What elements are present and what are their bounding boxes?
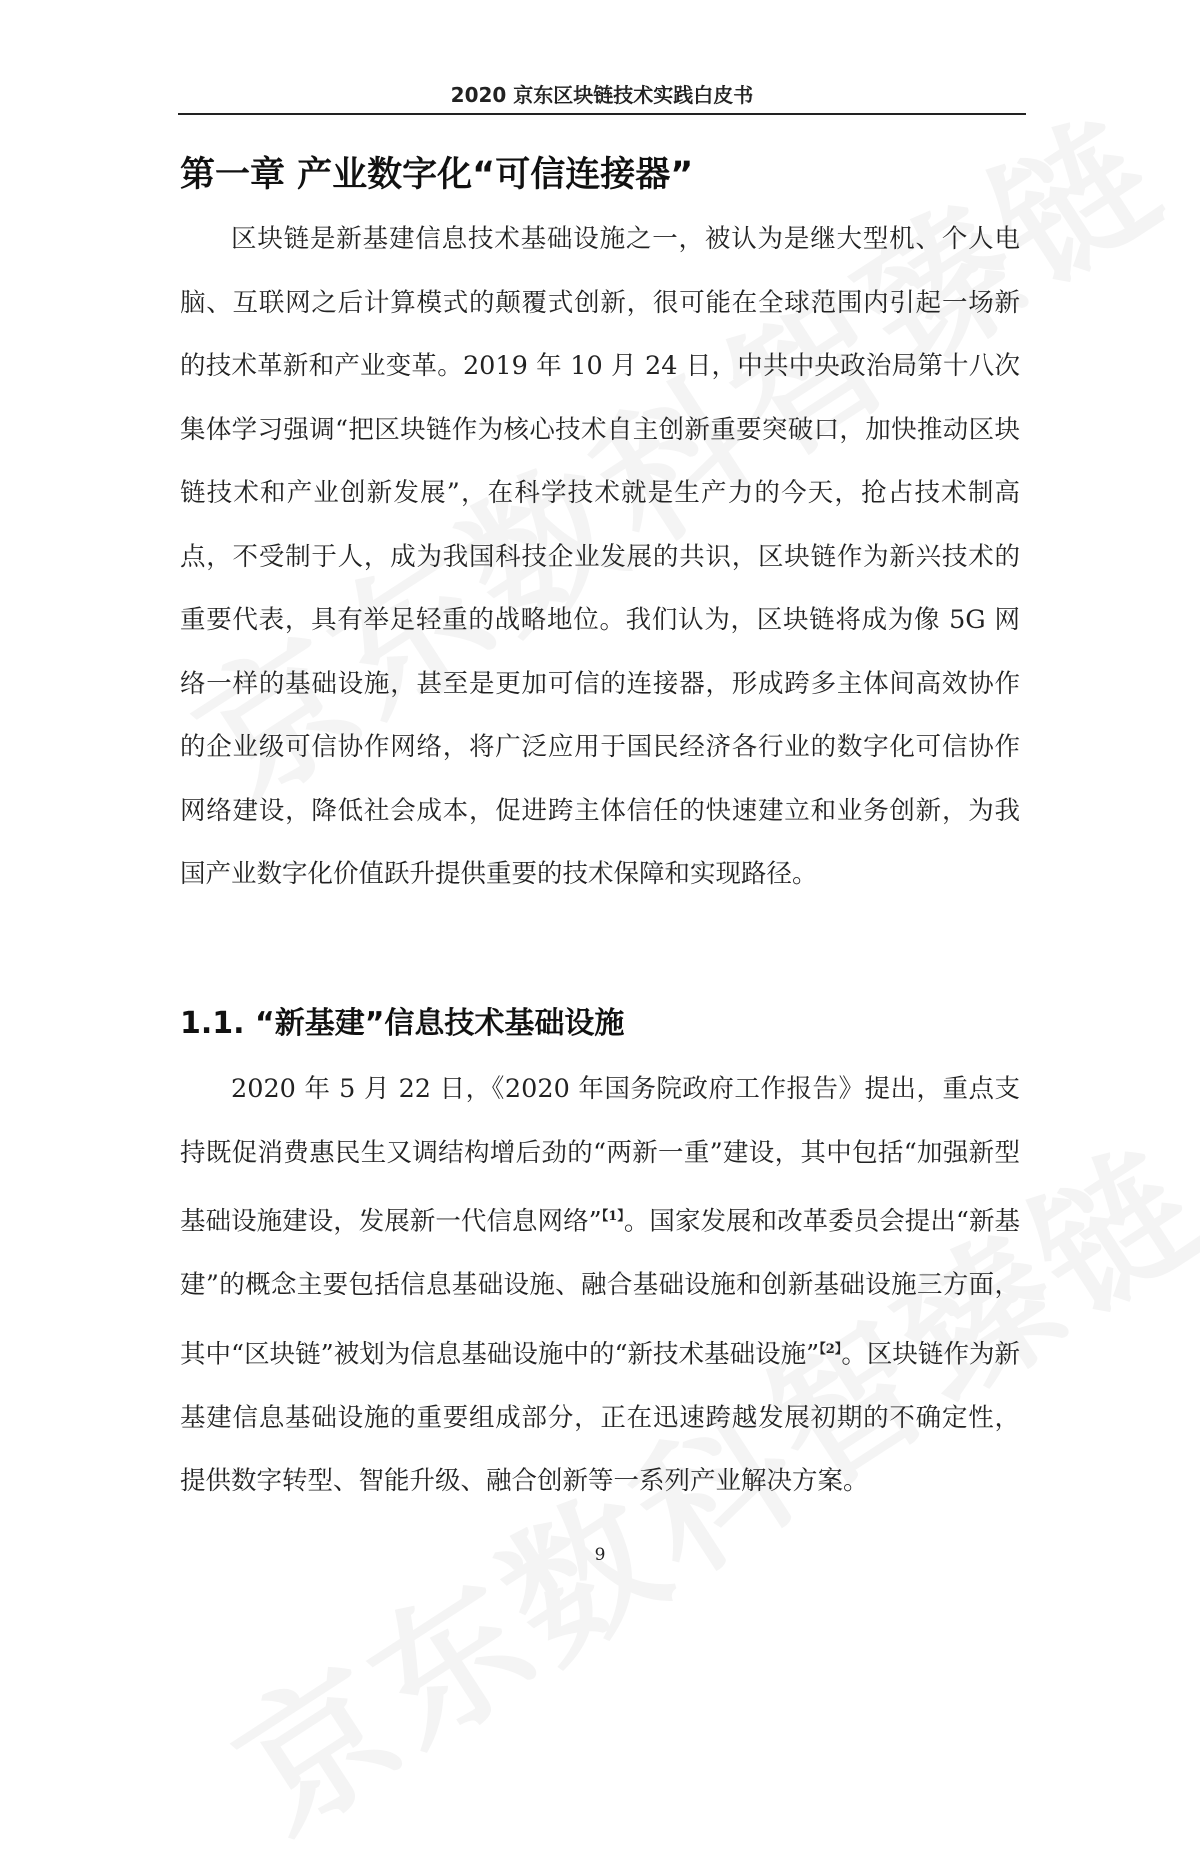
page-number: 9 (594, 1545, 606, 1565)
citation-ref-2[interactable]: 【2】 (819, 1341, 842, 1357)
section-paragraph-text: 。国家发展和改革委员会提出“新基建”的概念主要包括信息基础设施、融合基础设施和创新基础设施三方面，其中“区块链”被划为信息基础设施中的“新技术基础设施” (180, 1206, 1020, 1369)
citation-ref-1[interactable]: 【1】 (601, 1209, 624, 1224)
section-paragraph (180, 1058, 1020, 1514)
header-divider (178, 113, 1026, 115)
section-paragraph-text: 。区块链作为新基建信息基础设施的重要组成部分，正在迅速跨越发展初期的不确定性，提供数字转型、智能升级、融合创新等一系列产业解决方案。 (180, 1339, 1020, 1496)
running-header: 2020 京东区块链技术实践白皮书 (450, 83, 754, 107)
section-paragraph-text: 2020 年 5 月 22 日，《2020 年国务院政府工作报告》提出，重点支持既促消费惠民生又调结构增后劲的“两新一重”建设，其中包括“加强新型基础设施建设，发展新一代信息网络” (180, 1074, 1020, 1237)
chapter-title: 第一章 产业数字化“可信连接器” (180, 155, 694, 195)
section-title: 1.1. “新基建”信息技术基础设施 (180, 1006, 625, 1041)
intro-paragraph: 区块链是新基建信息技术基础设施之一，被认为是继大型机、个人电脑、互联网之后计算模式的颠覆式创新，很可能在全球范围内引起一场新的技术革新和产业变革。2019 年 10 月 24 日，中共中央政治局第十八次集体学习强调“把区块链作为核心技术自主创新重要突破口，加快推动区块链技术和产业创新发展”，在科学技术就是生产力的今天，抢占技术制高点，不受制于人，成为我国科技企业发展的共识，区块链作为新兴技术的重要代表，具有举足轻重的战略地位。我们认为，区块链将成为像 5G 网络一样的基础设施，甚至是更加可信的连接器，形成跨多主体间高效协作的企业级可信协作网络，将广泛应用于国民经济各行业的数字化可信协作网络建设，降低社会成本，促进跨主体信任的快速建立和业务创新，为我国产业数字化价值跃升提供重要的技术保障和实现路径。 (180, 224, 1020, 889)
